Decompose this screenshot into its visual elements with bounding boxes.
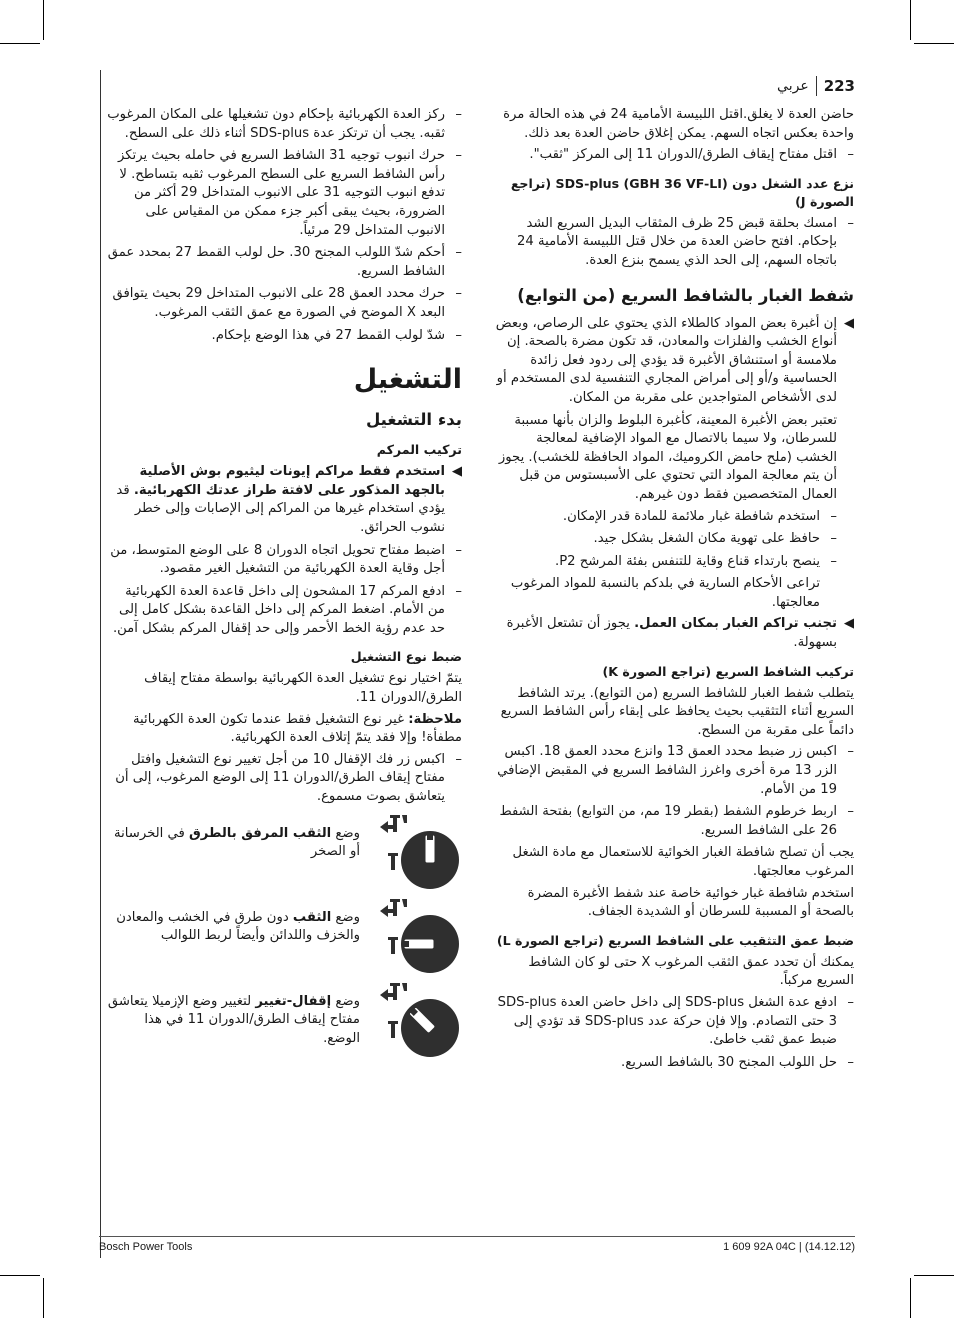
left-column [104,106,462,1059]
list-item: – حافظ على تهوية مكان الشغل بشكل جيد. [593,531,837,547]
crop-mark [0,43,40,44]
drill-mode-icon [372,897,462,975]
warning-item: ◀ استخدم فقط مراكم إيونات ليثيوم بوش الأصلية بالجهد المذكور على لافتة طراز عدتك الكهربائية. قد يؤدي استخدام غيرها من المراكم إلى الإصابات وإلى خطر نشوب الحرائق. [116,464,462,535]
warning-triangle-icon: ◀ [843,315,854,331]
paragraph: تراعى الأحكام السارية في بلدكم بالنسبة للمواد المرغوب معالجتها. [510,576,820,610]
list-item: – ينصح بارتداء قناع وقاية للتنفس بفئة المرشح P2. [555,553,837,569]
section-heading: بدء التشغيل [365,410,462,430]
list-item: – ركز العدة الكهربائية بإحكام دون تشغيلها على المكان المرغوب ثقبه. يجب أن ترتكز عدة SDS-plus أثناء ذلك على السطح. [107,107,462,141]
list-item: – اكبس زر فك الإقفال 10 من أجل تغيير نوع التشغيل وافتل مفتاح إيقاف الطرق/الدوران 11 إلى الوضع المرغوب، إلى أن يتعاشق بصوت مسموع. [115,751,462,805]
page-number: 223 [823,77,855,95]
crop-mark [914,43,954,44]
warning-item: ◀ تجنب تراكم الغبار بمكان العمل. يجوز أن تشتعل الأغبرة بسهولة. [506,616,854,651]
section-heading: ضبط عمق التثقيب على الشافط السريع (تراجع الصورة L) [496,932,854,948]
paragraph: تعتبر بعض الأغبرة المعينة، كأغبرة البلوط والزان بأنها مسببة للسرطان، ولا سيما بالاتصال مع المواد الإضافية لمعالجة الخشب (ملح حامض الكروميك، المواد الحافظة للخشب). يجوز أن يتم معالجة المواد التي تحتوي على الأسبستوس من قبل العمال المتخصصين فقط دون غيرهم. [498,412,837,502]
mode-row-chisel-change [104,993,462,1059]
header-language: عربي [777,78,809,94]
header-divider [816,76,817,96]
list-item: – ادفع عدة الشغل SDS-plus إلى داخل حاضن العدة SDS-plus 3 حتى التصادم. وإلا فإن حركة عدد SDS-plus قد تؤدي إلى ضبط عمق ثقب خاطئ. [497,994,854,1048]
chapter-heading: التشغيل [353,364,462,396]
margin-rule [100,70,101,1258]
mode-row-drill [104,909,462,975]
list-item: – اقتل مفتاح إيقاف الطرق/الدوران 11 إلى المركز "ثقب". [529,147,854,163]
hammer-drill-mode-icon [372,813,462,891]
list-item: – اربط خرطوم الشفط (بقطر 19 مم، من التوابع) بفتحة الشفط 26 على الشافط السريع. [499,804,854,838]
paragraph: يتطلب شفط الغبار للشافط السريع (من التوابع). يرتد الشافط السريع أثناء التثقيب بحيث يحافظ على إبقاء رأس الشافط السريع دائماً على مقربة من السطح. [500,685,854,738]
crop-mark [0,1275,40,1276]
footer-rule [99,1236,855,1237]
crop-mark [910,0,911,40]
paragraph: استخدم شافطة غبار خوائية خاصة عند شفط الأغبرة المضرة بالصحة أو المسببة للسرطان أو الشديدة الجفاف. [527,885,854,920]
list-item: – حرك محدد العمق 28 على الانبوب المتداخل 29 بحيث يتوافق البعد X الموضح في الصورة مع عمق الثقب المرغوب. [112,286,462,320]
crop-mark [914,1275,954,1276]
list-item: – اضبط مفتاح تحويل اتجاه الدوران 8 على الوضع المتوسط، من أجل وقاية العدة الكهربائية من التشغيل الغير مقصود. [110,542,462,577]
crop-mark [910,1278,911,1318]
paragraph: يجب أن تصلح شافطة الغبار الخوائية للاستعمال مع مادة الشغل المرغوب معالجتها. [512,845,854,879]
crop-mark [43,1278,44,1318]
page-header [777,76,855,96]
section-heading: شفط الغبار بالشافط السريع (من التوابع) [517,285,854,305]
subsection-heading: ضبط نوع التشغيل [350,649,462,665]
warning-item: ◀ إن أغبرة بعض المواد كالطلاء الذي يحتوي على الرصاص، وبعض أنواع الخشب والفلزات والمعادن، قد تكون مضرة بالصحة. إن ملامسة أو استنشاق الأغبرة قد يؤدي إلى ردود فعل زائدة الحساسية و/أو إلى أمراض المجاري التنفسية لدى المستخدم أو لدى الأشخاص المتواجدين على مقربة من المكان. [495,315,854,405]
list-item: – أحكم شدّ اللولب المجنح 30. حل لولب القمط 27 بمحدد عمق الشافط السريع. [107,245,462,279]
list-item: – حل اللولب المجنح 30 بالشافط السريع. [621,1054,854,1070]
list-item: – ادفع المركم 17 المشحون إلى داخل قاعدة العدة الكهربائية من الأمام. اضغط المركم إلى داخل القاعدة بشكل كامل إلى حد عدم رؤية الخط الأحمر وإلى حد إقفال المركم بشكل آمن. [112,583,462,636]
mode-description: وضع الثقب المرفق بالطرق في الخرسانة أو الصخر [114,825,360,860]
mode-row-hammer-drill [104,825,462,891]
list-item: – اكبس زر ضبط محدد العمق 13 وانزع محدد العمق 18. اكبس الزر 13 مرة أخرى واغرز الشافط السريع في المقبض الإضافي 19 من الأمام. [497,744,854,797]
list-item: – استخدم شافطة غبار ملائمة للمادة قدر الإمكان. [562,508,837,524]
section-heading: نزع عدد الشغل دون SDS-plus (GBH 36 VF-LI) (تراجع الصورة J) [510,175,854,209]
section-heading: تركيب الشافط السريع (تراجع الصورة K) [602,663,854,679]
paragraph: يمكنك أن تحدد عمق الثقب المرغوب X حتى لو كان الشافط السريع مركباً. [528,954,854,989]
subsection-heading: تركيب المركم [376,442,462,458]
mode-description: وضع الثقب دون طرق في الخشب والمعادن والخزف واللدائن وأيضاً لربط اللوالب [116,909,360,944]
paragraph: يتمّ اختيار نوع تشغيل العدة الكهربائية بواسطة مفتاح إيقاف الطرق/الدوران 11. [144,671,462,706]
note-paragraph: ملاحظة: غير نوع التشغيل فقط عندما تكون العدة الكهربائية مطفأة! وإلا فقد يتمّ إتلاف العدة الكهربائية. [132,711,462,746]
list-item: – شدّ لولب القمط 27 في هذا الوضع بإحكام. [211,327,462,343]
chisel-change-mode-icon [372,981,462,1059]
list-item: – امسك بحلقة قبض 25 ظرف المثقاب البديل السريع الشد بإحكام. افتح حاضن العدة من خلال قتل اللبيسة الأمامية 24 باتجاه السهم، إلى الحد الذي يسمح بنزع العدة. [517,215,854,268]
crop-mark [43,0,44,40]
footer-doc-code: 1 609 92A 04C | (14.12.12) [723,1241,855,1253]
right-column [494,106,854,1076]
list-item: – حرك انبوب توجيه 31 الشافط السريع في حامله بحيث يرتكز رأس الشافط السريع على السطح المرغوب ثقبه بتساطح. لا تدفع انبوب التوجيه 31 على الانبوب المتداخل 29 أكثر من الضرورة، بحيث يبقى أكبر جزء ممكن من المقياس على الانبوب المتداخل 29 مرئياً. [118,148,462,238]
footer-brand: Bosch Power Tools [99,1241,193,1253]
warning-triangle-icon: ◀ [451,464,462,480]
warning-triangle-icon: ◀ [843,616,854,632]
mode-description: وضع إقفال-تغيير لتغيير وضع الإزميلا يتعاشق مفتاح إيقاف الطرق/الدوران 11 في هذا الوضع. [107,993,360,1046]
paragraph: حاضن العدة لا يغلق.اقتل اللبيسة الأمامية 24 في هذه الحالة مرة واحدة بعكس اتجاه السهم. يمكن إغلاق حاضن العدة بعد ذلك. [503,107,854,141]
